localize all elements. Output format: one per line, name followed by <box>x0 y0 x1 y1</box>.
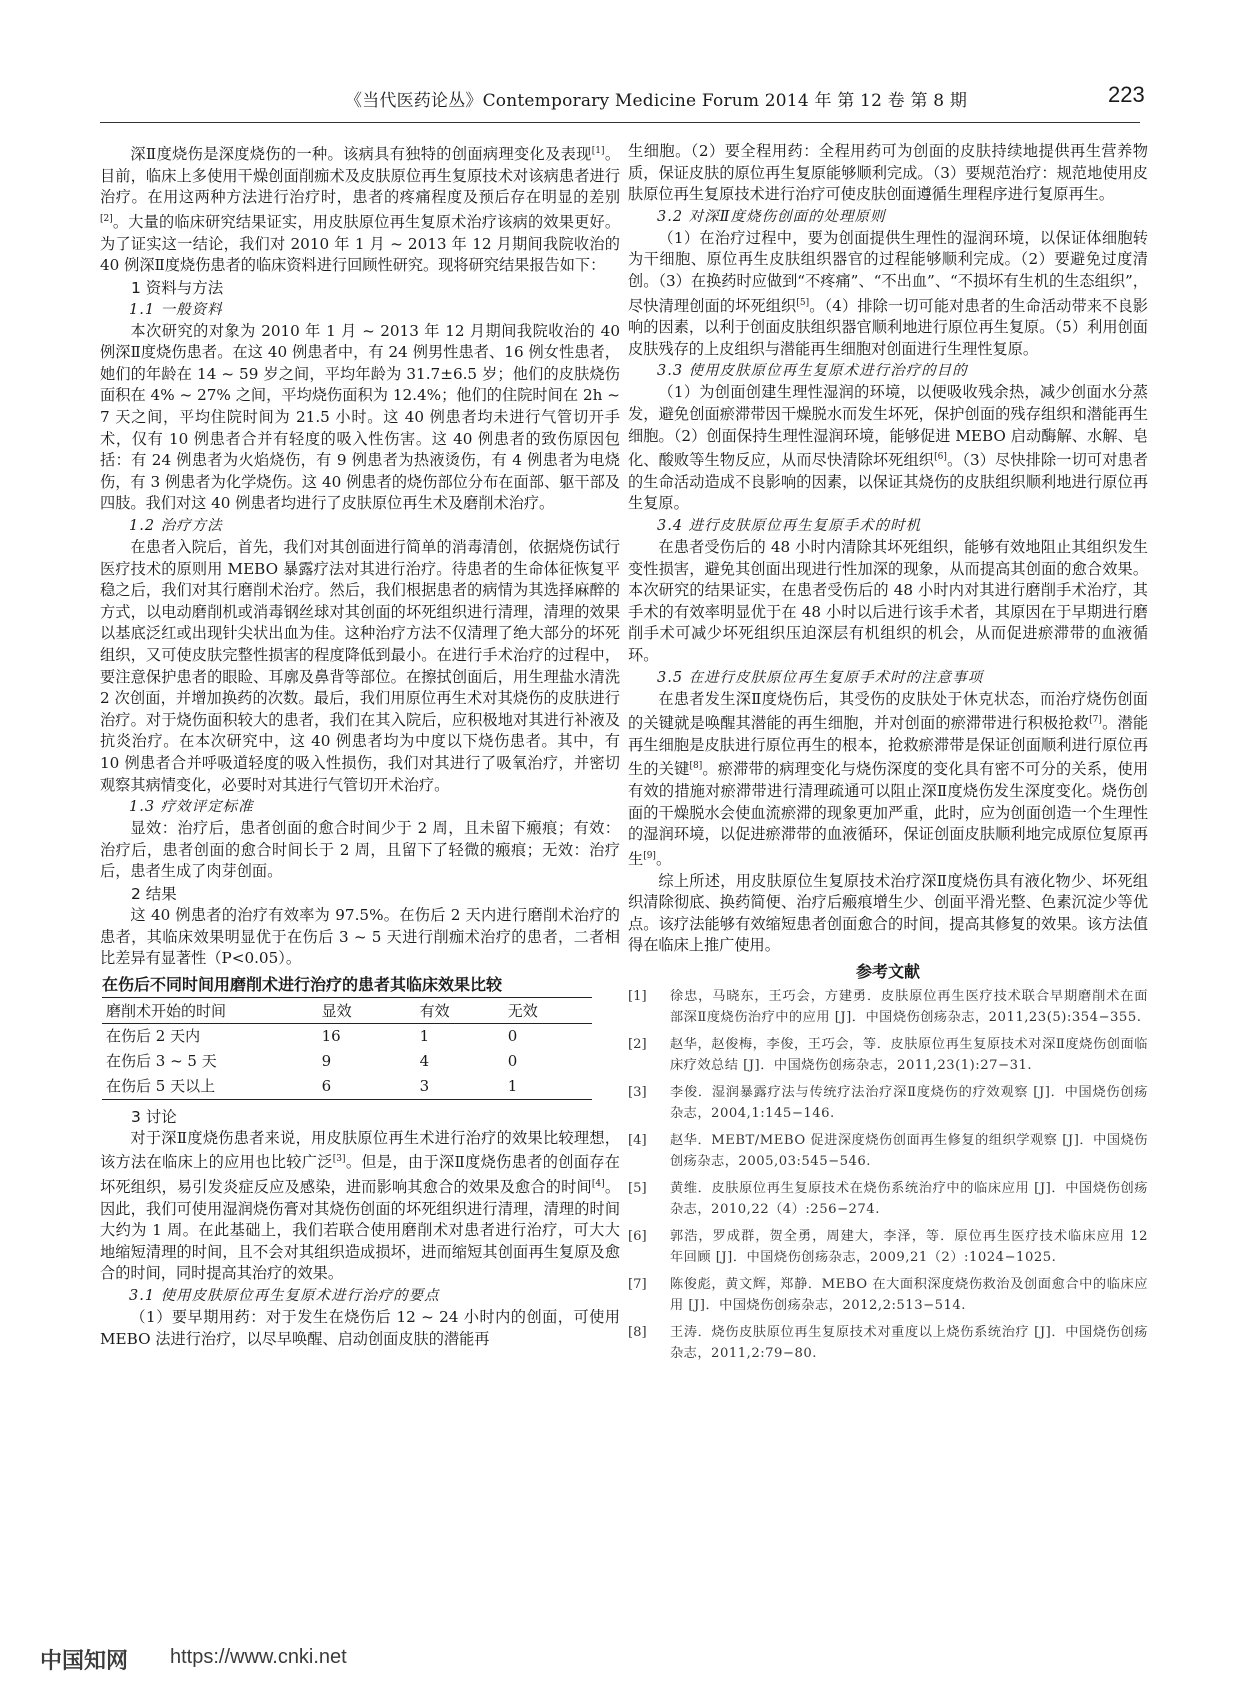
table-cell: 在伤后 5 天以上 <box>102 1074 318 1100</box>
table-header-row <box>102 997 592 1023</box>
table-row <box>102 1049 592 1074</box>
cnki-url[interactable]: https://www.cnki.net <box>170 1646 347 1668</box>
subheading-3-5: 3.5 在进行皮肤原位再生复原手术时的注意事项 <box>657 669 984 686</box>
section-heading-2: 2 结果 <box>131 884 177 903</box>
key-points-continued: 生细胞。（2）要全程用药：全程用药可为创面的皮肤持续地提供再生营养物质，保证皮肤的原位再生复原能够顺利完成。（3）要规范治疗：规范地使用皮肤原位再生复原技术进行治疗可使皮肤创面遵循生理程序进行复原再生。 <box>628 142 1148 204</box>
precautions-paragraph: 在患者发生深Ⅱ度烧伤后，其受伤的皮肤处于休克状态，而治疗烧伤创面的关键就是唤醒其潜能的再生细胞，并对创面的瘀滞带进行积极抢救[7]。潜能再生细胞是皮肤进行原位再生的根本，抢救瘀滞带是保证创面顺利进行原位再生的关键[8]。瘀滞带的病理变化与烧伤深度的变化具有密不可分的关系，使用有效的措施对瘀滞带进行清理疏通可以阻止深Ⅱ度烧伤发生深度变化。烧伤创面的干燥脱水会使血流瘀滞的现象更加严重，此时，应为创面创造一个生理性的湿润环境，以促进瘀滞带的血液循环，保证创面皮肤顺利地完成原位复原再生[9]。 <box>628 689 1149 868</box>
discussion-paragraph: 对于深Ⅱ度烧伤患者来说，用皮肤原位再生术进行治疗的效果比较理想，该方法在临床上的应用也比较广泛[3]。但是，由于深Ⅱ度烧伤患者的创面存在坏死组织，易引发炎症反应及感染，进而影响其愈合的效果及愈合的时间[4]。因此，我们可使用湿润烧伤膏对其烧伤创面的坏死组织进行清理，清理的时间大约为 1 周。在此基础上，我们若联合使用磨削术对患者进行治疗，可大大地缩短清理的时间，且不会对其组织造成损坏，进而缩短其创面再生复原及愈合的时间，同时提高其治疗的效果。 <box>100 1128 621 1283</box>
section-heading-1: 1 资料与方法 <box>131 278 224 297</box>
reference-item: [6] 郭浩，罗成群，贺全勇，周建大，李泽，等．原位再生医疗技术临床应用 12 年回顾 [J]．中国烧伤创疡杂志，2009,21（2）:1024−1025. <box>628 1228 1148 1266</box>
section-heading-3: 3 讨论 <box>131 1107 177 1126</box>
subheading-3-2: 3.2 对深Ⅱ度烧伤创面的处理原则 <box>657 208 886 225</box>
table-cell: 4 <box>419 1051 430 1070</box>
running-header <box>0 82 1240 116</box>
table-cell: 16 <box>321 1026 341 1045</box>
table-title: 在伤后不同时间用磨削术进行治疗的患者其临床效果比较 <box>102 974 503 994</box>
table-cell: 3 <box>416 1074 504 1100</box>
subheading-3-1: 3.1 使用皮肤原位再生复原术进行治疗的要点 <box>129 1288 440 1304</box>
references-title: 参考文献 <box>855 961 920 981</box>
reference-item: [7] 陈俊彪，黄文辉，郑静．MEBO 在大面积深度烧伤救治及创面愈合中的临床应用 [J]．中国烧伤创疡杂志，2012,2:513−514. <box>628 1276 1148 1314</box>
reference-item: [8] 王涛．烧伤皮肤原位再生复原技术对重度以上烧伤系统治疗 [J]．中国烧伤创疡杂志，2011,2:79−80. <box>628 1324 1148 1362</box>
purpose-paragraph: （1）为创面创建生理性湿润的环境，以便吸收残余热，减少创面水分蒸发，避免创面瘀滞带因干燥脱水而发生坏死，保护创面的残存组织和潜能再生细胞。（2）创面保持生理性湿润环境，能够促进 MEBO 启动酶解、水解、皂化、酸败等生物反应，从而尽快清除坏死组织[6]。（3）尽快排除一切可对患者的生命活动造成不良影响的因素，以保证其烧伤的皮肤组织顺利地进行原位再生复原。 <box>628 383 1148 513</box>
table-header-cell: 无效 <box>504 997 592 1023</box>
table-cell: 在伤后 3 ~ 5 天 <box>106 1051 217 1070</box>
reference-item: [1] 徐忠，马晓东，王巧会，方建勇．皮肤原位再生医疗技术联合早期磨削术在面部深Ⅱ度烧伤治疗中的应用 [J]．中国烧伤创疡杂志，2011,23(5):354−355. <box>628 988 1148 1026</box>
table-cell: 0 <box>507 1026 518 1045</box>
right-column <box>628 141 1148 1370</box>
intro-paragraph: 深Ⅱ度烧伤是深度烧伤的一种。该病具有独特的创面病理变化及表现[1]。目前，临床上多使用干燥创面削痂术及皮肤原位再生复原技术对该病患者进行治疗。在用这两种方法进行治疗时，患者的疼痛程度及预后存在明显的差别[2]。大量的临床研究结果证实，用皮肤原位再生复原术治疗该病的效果更好。为了证实这一结论，我们对 2010 年 1 月 ~ 2013 年 12 月期间我院收治的 40 例深Ⅱ度烧伤患者的临床资料进行回顾性研究。现将研究结果报告如下： <box>100 145 621 275</box>
subheading-1-3: 1.3 疗效评定标准 <box>129 799 254 816</box>
reference-item: [5] 黄维．皮肤原位再生复原技术在烧伤系统治疗中的临床应用 [J]．中国烧伤创疡杂志，2010,22（4）:256−274. <box>628 1180 1148 1218</box>
table-cell: 1 <box>419 1026 430 1045</box>
results-paragraph: 这 40 例患者的治疗有效率为 97.5%。在伤后 2 天内进行磨削术治疗的患者，其临床效果明显优于在伤后 3 ~ 5 天进行削痂术治疗的患者，二者相比差异有显著性（P<0.05）。 <box>100 905 620 968</box>
table-row <box>102 1023 592 1049</box>
table-row <box>102 1074 592 1100</box>
table-cell: 1 <box>504 1074 592 1100</box>
table-header-cell: 显效 <box>318 997 416 1023</box>
subheading-1-2: 1.2 治疗方法 <box>129 518 223 535</box>
reference-item: [3] 李俊．湿润暴露疗法与传统疗法治疗深Ⅱ度烧伤的疗效观察 [J]．中国烧伤创疡杂志，2004,1:145−146. <box>628 1084 1148 1122</box>
table-header-cell: 磨削术开始的时间 <box>102 997 318 1023</box>
table-cell: 9 <box>321 1051 332 1070</box>
left-column <box>100 141 620 1350</box>
timing-paragraph: 在患者受伤后的 48 小时内清除其坏死组织，能够有效地阻止其组织发生变性损害，避免其创面出现进行性加深的现象，从而提高其创面的愈合效果。本次研究的结果证实，在患者受伤后的 48 小时内对其进行磨削手术治疗，其手术的有效率明显优于在 48 小时以后进行该手术者，其原因在于早期进行磨削手术可减少坏死组织压迫深层有机组织的机会，从而促进瘀滞带的血液循环。 <box>628 538 1148 664</box>
reference-item: [2] 赵华，赵俊梅，李俊，王巧会，等．皮肤原位再生复原技术对深Ⅱ度烧伤创面临床疗效总结 [J]．中国烧伤创疡杂志，2011,23(1):27−31. <box>628 1036 1148 1074</box>
table-cell: 6 <box>318 1074 416 1100</box>
reference-item: [4] 赵华．MEBT/MEBO 促进深度烧伤创面再生修复的组织学观察 [J]．中国烧伤创疡杂志，2005,03:545−546. <box>628 1132 1148 1170</box>
table-cell: 0 <box>507 1051 518 1070</box>
table-header-cell: 有效 <box>416 997 504 1023</box>
cnki-logo: 中国知网 <box>40 1649 129 1674</box>
table-cell: 在伤后 2 天内 <box>106 1026 201 1045</box>
results-table <box>102 997 592 1100</box>
journal-title: 《当代医药论丛》Contemporary Medicine Forum 2014 年 第 12 卷 第 8 期 <box>345 91 968 111</box>
principles-paragraph: （1）在治疗过程中，要为创面提供生理性的湿润环境，以保证体细胞转为干细胞、原位再生皮肤组织器官的过程能够顺利完成。（2）要避免过度清创。（3）在换药时应做到“不疼痛”、“不出血”、“不损坏有生机的生态组织”，尽快清理创面的坏死组织[5]。（4）排除一切可能对患者的生命活动带来不良影响的因素，以利于创面皮肤组织器官顺利地进行原位再生复原。（5）利用创面皮肤残存的上皮组织与潜能再生细胞对创面进行生理性复原。 <box>628 228 1148 358</box>
subheading-1-1: 1.1 一般资料 <box>129 301 223 318</box>
conclusion-paragraph: 综上所述，用皮肤原位生复原技术治疗深Ⅱ度烧伤具有液化物少、坏死组织清除彻底、换药简便、治疗后瘢痕增生少、创面平滑光整、色素沉淀少等优点。该疗法能够有效缩短患者创面愈合的时间，提高其修复的效果。该方法值得在临床上推广使用。 <box>628 871 1148 955</box>
subheading-3-4: 3.4 进行皮肤原位再生复原手术的时机 <box>657 518 922 535</box>
criteria-paragraph: 显效：治疗后，患者创面的愈合时间少于 2 周，且未留下瘢痕；有效：治疗后，患者创面的愈合时间长于 2 周，且留下了轻微的瘢痕；无效：治疗后，患者生成了肉芽创面。 <box>100 819 620 881</box>
general-data-paragraph: 本次研究的对象为 2010 年 1 月 ~ 2013 年 12 月期间我院收治的 40 例深Ⅱ度烧伤患者。在这 40 例患者中，有 24 例男性患者、16 例女性患者，她们的年龄在 14 ~ 59 岁之间，平均年龄为 31.7±6.5 岁；他们的皮肤烧伤面积在 4% ~ 27% 之间，平均烧伤面积为 12.4%；他们的住院时间在 2h ~ 7 天之间，平均住院时间为 21.5 小时。这 40 例患者均未进行气管切开手术，仅有 10 例患者合并有轻度的吸入性伤害。这 40 例患者的致伤原因包括：有 24 例患者为火焰烧伤，有 9 例患者为热液烫伤，有 4 例患者为电烧伤，有 3 例患者为化学烧伤。这 40 例患者的烧伤部位分布在面部、躯干部及四肢。我们对这 40 例患者均进行了皮肤原位再生术及磨削术治疗。 <box>100 321 620 513</box>
subheading-3-3: 3.3 使用皮肤原位再生复原术进行治疗的目的 <box>657 363 968 380</box>
treatment-paragraph: 在患者入院后，首先，我们对其创面进行简单的消毒清创，依据烧伤试行医疗技术的原则用 MEBO 暴露疗法对其进行治疗。待患者的生命体征恢复平稳之后，我们对其行磨削术治疗。然后，我们根据患者的病情为其选择麻醉的方式，以电动磨削机或消毒钢丝球对其创面的坏死组织进行清理，清理的效果以基底泛红或出现针尖状出血为佳。这种治疗方法不仅清理了绝大部分的坏死组织，又可使皮肤完整性损害的程度降低到最小。在进行手术治疗的过程中，要注意保护患者的眼睑、耳廓及鼻背等部位。在擦拭创面后，用生理盐水清洗 2 次创面，并增加换药的次数。最后，我们用原位再生术对其烧伤的皮肤进行治疗。对于烧伤面积较大的患者，我们在其入院后，应积极地对其进行补液及抗炎治疗。在本次研究中，这 40 例患者均为中度以下烧伤患者。其中，有 10 例患者合并呼吸道轻度的吸入性损伤，我们对其进行了吸氧治疗，并密切观察其病情变化，必要时对其进行气管切开术治疗。 <box>100 538 620 794</box>
key-points-paragraph: （1）要早期用药：对于发生在烧伤后 12 ~ 24 小时内的创面，可使用 MEBO 法进行治疗，以尽早唤醒、启动创面皮肤的潜能再 <box>100 1308 620 1348</box>
page-number: 223 <box>1108 82 1145 107</box>
header-rule <box>100 122 1140 123</box>
